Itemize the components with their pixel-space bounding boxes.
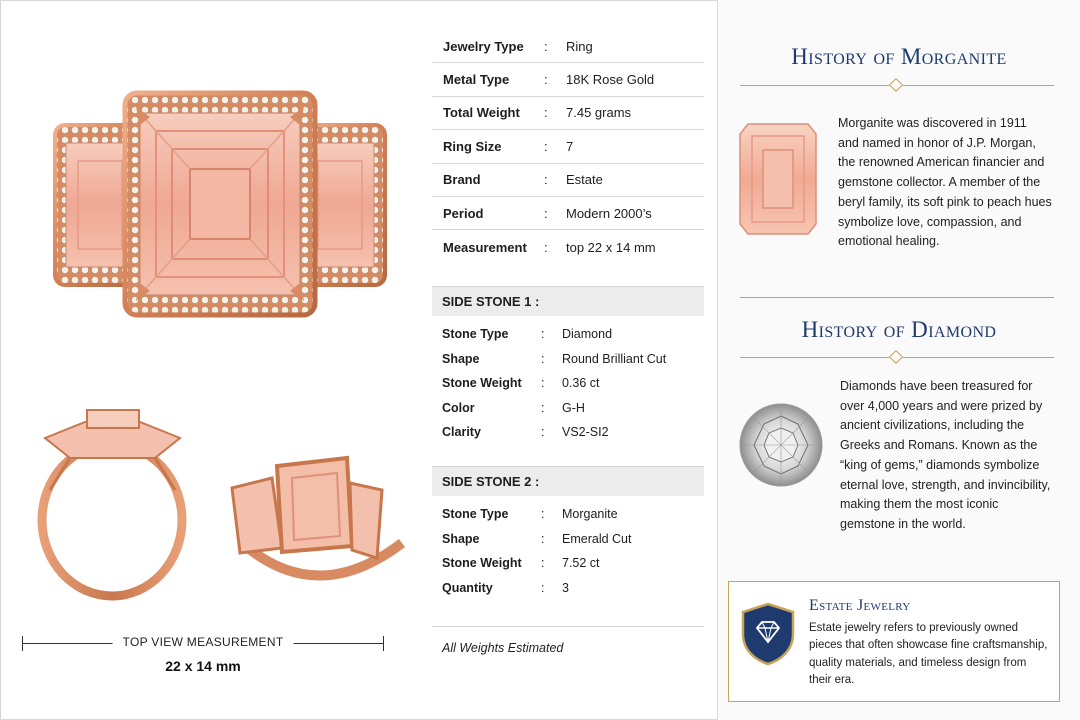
spec-key: Color: [442, 400, 475, 415]
weights-note: All Weights Estimated: [432, 626, 704, 655]
morganite-history-title: History of Morganite: [791, 44, 1007, 69]
spec-value: Round Brilliant Cut: [562, 351, 667, 366]
spec-key: Quantity: [442, 580, 493, 595]
spec-key: Measurement: [443, 239, 527, 255]
spec-key: Clarity: [442, 425, 481, 440]
measurement-value: 22 x 14 mm: [165, 658, 241, 674]
spec-key: Jewelry Type: [443, 38, 524, 54]
side-stone-1-header: SIDE STONE 1 :: [432, 286, 704, 316]
spec-colon: :: [541, 351, 545, 366]
text-line: emotional healing.: [838, 234, 940, 249]
spec-colon: :: [541, 425, 545, 440]
side-stone-1-row: [432, 322, 704, 347]
spec-colon: :: [541, 556, 545, 571]
spec-colon: :: [544, 105, 548, 121]
spec-row-period: [432, 197, 704, 230]
spec-colon: :: [541, 327, 545, 342]
measurement-tick-right: [383, 636, 384, 651]
specs-table: [432, 30, 704, 264]
text-line: pieces that often showcase fine craftsmanship,: [809, 639, 1048, 652]
side-stone-1-row: [432, 347, 704, 372]
spec-colon: :: [541, 400, 545, 415]
spec-row-brand: [432, 164, 704, 197]
text-line: symbolize love, compassion, and: [838, 214, 1022, 229]
morganite-history-text: [838, 114, 1074, 252]
spec-colon: :: [541, 376, 545, 391]
text-line: gemstone in the world.: [840, 516, 966, 531]
spec-row-measurement: [432, 230, 704, 263]
text-line: Morganite was discovered in 1911: [838, 116, 1027, 130]
text-line: making them the most iconic: [840, 497, 999, 512]
spec-key: Brand: [443, 172, 481, 188]
ring-angle-view-image: [222, 448, 412, 598]
side-stone-1-table: [432, 286, 704, 445]
spec-row-metal-type: [432, 63, 704, 96]
product-images: [0, 0, 420, 720]
spec-key: Shape: [442, 351, 480, 366]
spec-key: Stone Weight: [442, 556, 522, 571]
spec-row-ring-size: [432, 130, 704, 163]
estate-jewelry-text: [809, 620, 1055, 690]
spec-value: 7.52 ct: [562, 556, 600, 571]
spec-colon: :: [544, 38, 548, 54]
spec-row-jewelry-type: [432, 30, 704, 63]
spec-value: Diamond: [562, 327, 613, 342]
diamond-stone-image: [738, 402, 824, 488]
shield-diamond-icon: [741, 602, 795, 666]
text-line: and named in honor of J.P. Morgan,: [838, 135, 1036, 150]
text-line: ancient civilizations, including the: [840, 418, 1025, 433]
side-stone-2-row: [432, 502, 704, 527]
text-line: “king of gems,” diamonds symbolize: [840, 457, 1040, 472]
text-line: Greeks and Romans. Known as the: [840, 438, 1038, 453]
gold-divider: [740, 297, 1054, 298]
spec-key: Total Weight: [443, 105, 520, 121]
diamond-ornament-icon: [889, 78, 903, 92]
side-stone-2-row: [432, 551, 704, 576]
info-sidebar: [718, 0, 1080, 720]
spec-colon: :: [541, 507, 545, 522]
spec-value: 18K Rose Gold: [566, 72, 655, 88]
spec-value: 0.36 ct: [562, 376, 600, 391]
ring-side-view-image: [25, 400, 200, 605]
spec-value: 3: [562, 580, 569, 595]
diamond-ornament-icon: [889, 350, 903, 364]
spec-value: Morganite: [562, 507, 618, 522]
text-line: their era.: [809, 674, 855, 687]
estate-jewelry-box: [728, 581, 1060, 702]
diamond-history-title: History of Diamond: [801, 317, 997, 342]
text-line: gemstone collector. A member of the: [838, 175, 1041, 190]
spec-colon: :: [541, 531, 545, 546]
side-stone-2-row: [432, 576, 704, 601]
spec-value: Modern 2000’s: [566, 205, 652, 221]
measurement-tick-left: [22, 636, 23, 651]
text-line: Estate jewelry refers to previously owned: [809, 622, 1019, 634]
text-line: beryl family, its soft pink to peach hues: [838, 194, 1052, 209]
side-stone-2-header: SIDE STONE 2 :: [432, 466, 704, 496]
text-line: Diamonds have been treasured for: [840, 379, 1033, 393]
spec-key: Stone Type: [442, 507, 509, 522]
spec-value: Estate: [566, 172, 603, 188]
text-line: the renowned American financier and: [838, 155, 1045, 170]
top-view-measurement: [22, 632, 384, 682]
side-stone-1-row: [432, 396, 704, 421]
spec-key: Period: [443, 205, 484, 221]
spec-value: Emerald Cut: [562, 531, 632, 546]
diamond-history-text: [840, 377, 1076, 535]
spec-key: Stone Weight: [442, 376, 522, 391]
side-stone-2-row: [432, 527, 704, 552]
spec-colon: :: [544, 239, 548, 255]
spec-value: VS2-SI2: [562, 425, 609, 440]
spec-value: G-H: [562, 400, 585, 415]
side-stone-1-row: [432, 420, 704, 445]
spec-value: 7: [566, 138, 574, 154]
text-line: quality materials, and timeless design from: [809, 656, 1027, 669]
side-stone-2-table: [432, 466, 704, 600]
spec-colon: :: [544, 138, 548, 154]
spec-colon: :: [544, 172, 548, 188]
text-line: eternal love, strength, and invincibility,: [840, 477, 1051, 492]
spec-key: Metal Type: [443, 72, 510, 88]
spec-value: 7.45 grams: [566, 105, 632, 121]
morganite-stone-image: [738, 120, 818, 238]
spec-key: Ring Size: [443, 138, 502, 154]
spec-key: Stone Type: [442, 327, 509, 342]
estate-jewelry-title: Estate Jewelry: [809, 597, 911, 614]
spec-row-total-weight: [432, 97, 704, 130]
spec-colon: :: [541, 580, 545, 595]
text-line: over 4,000 years and were prized by: [840, 398, 1043, 413]
spec-value: Ring: [566, 38, 593, 54]
spec-colon: :: [544, 205, 548, 221]
measurement-label: TOP VIEW MEASUREMENT: [113, 635, 294, 649]
spec-colon: :: [544, 72, 548, 88]
ring-top-view-image: [40, 85, 400, 330]
side-stone-1-row: [432, 371, 704, 396]
spec-value: top 22 x 14 mm: [566, 239, 656, 255]
spec-key: Shape: [442, 531, 480, 546]
